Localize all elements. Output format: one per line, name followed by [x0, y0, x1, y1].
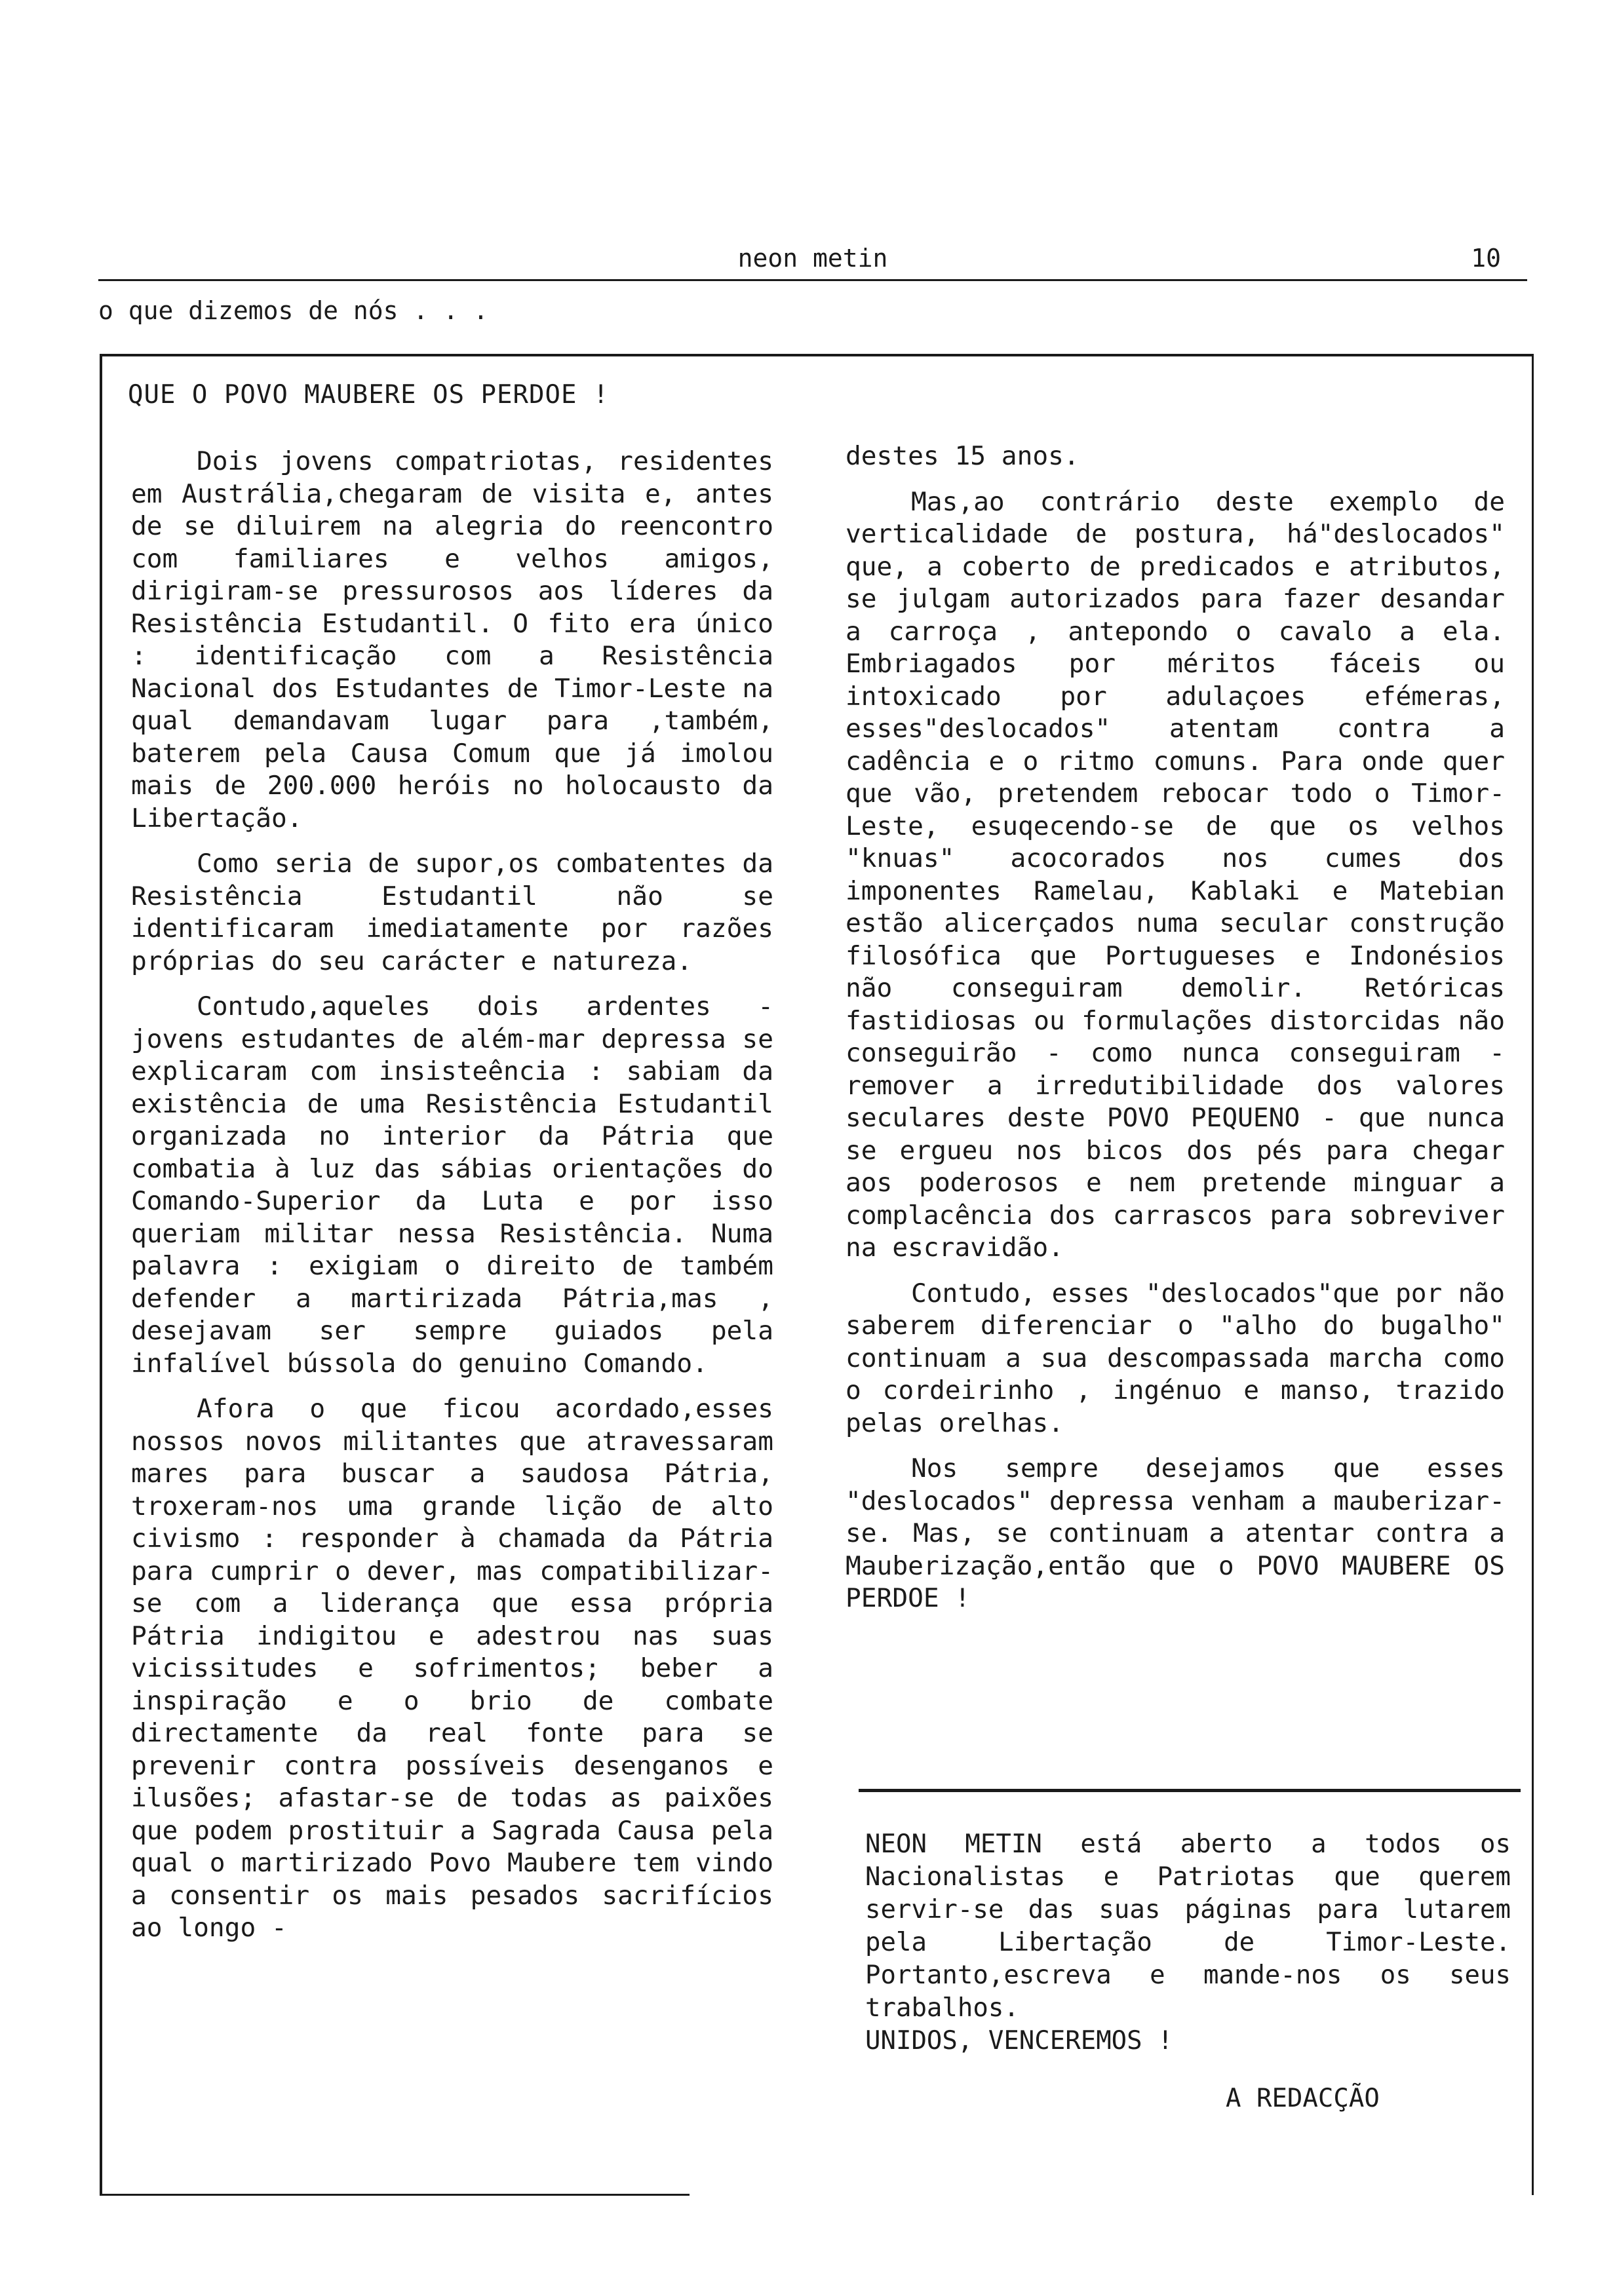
section-tag: o que dizemos de nós . . .: [98, 296, 488, 325]
paragraph: Nos sempre desejamos que esses "deslocados" depressa venham a mauberizar-se. Mas, se continuam a atentar contra a Mauberização,então que o POVO MAUBERE OS PERDOE !: [846, 1453, 1505, 1613]
editorial-signature: A REDACÇÃO: [1226, 2084, 1380, 2113]
left-column: [131, 446, 773, 1958]
notice-motto: UNIDOS, VENCEREMOS !: [865, 2026, 1173, 2056]
publication-title: neon metin: [737, 244, 888, 273]
page-number: 10: [1471, 244, 1501, 273]
paragraph-continuation: destes 15 anos.: [846, 441, 1080, 471]
editorial-notice: [865, 1828, 1511, 2057]
paragraph: Como seria de supor,os combatentes da Resistência Estudantil não se identificaram imediatamente por razões próprias do seu carácter e natureza.: [131, 849, 773, 976]
paragraph: Contudo,aqueles dois ardentes - jovens estudantes de além-mar depressa se explicaram com insisteência : sabiam da existência de uma Resistência Estudantil organizada no interior da Pátria que combatia à luz das sábias orientações do Comando-Superior da Luta e por isso queriam militar nessa Resistência. Numa palavra : exigiam o direito de também defender a martirizada Pátria,mas , desejavam ser sempre guiados pela infalível bússola do genuino Comando.: [131, 991, 773, 1379]
paragraph: Contudo, esses "deslocados"que por não saberem diferenciar o "alho do bugalho" continuam a sua descompassada marcha como o cordeirinho , ingénuo e manso, trazido pelas orelhas.: [846, 1278, 1505, 1438]
paragraph: Afora o que ficou acordado,esses nossos novos militantes que atravessaram mares para buscar a saudosa Pátria, troxeram-nos uma grande lição de alto civismo : responder à chamada da Pátria para cumprir o dever, mas compatibilizar-se com a liderança que essa própria Pátria indigitou e adestrou nas suas vicissitudes e sofrimentos; beber a inspiração e o brio de combate directamente da real fonte para se prevenir contra possíveis desenganos e ilusões; afastar-se de todas as paixões que podem prostituir a Sagrada Causa pela qual o martirizado Povo Maubere tem vindo a consentir os mais pesados sacrifícios ao longo -: [131, 1394, 773, 1943]
notice-divider: [859, 1789, 1521, 1792]
paragraph: Mas,ao contrário deste exemplo de verticalidade de postura, há"deslocados" que, a coberto de predicados e atributos, se julgam autorizados para fazer desandar a carroça , antepondo o cavalo a ela. Embriagados por méritos fáceis ou intoxicado por adulaçoes efémeras, esses"deslocados" atentam contra a cadência e o ritmo comuns. Para onde quer que vão, pretendem rebocar todo o Timor-Leste, esuqecendo-se de que os velhos "knuas" acocorados nos cumes dos imponentes Ramelau, Kablaki e Matebian estão alicerçados numa secular construção filosófica que Portugueses e Indonésios não conseguiram demolir. Retóricas fastidiosas ou formulações distorcidas não conseguirão - como nunca conseguiram -remover a irredutibilidade dos valores seculares deste POVO PEQUENO - que nunca se ergueu nos bicos dos pés para chegar aos poderosos e nem pretende minguar a complacência dos carrascos para sobreviver na escravidão.: [846, 486, 1505, 1263]
paragraph: Dois jovens compatriotas, residentes em Austrália,chegaram de visita e, antes de se diluirem na alegria do reencontro com familiares e velhos amigos, dirigiram-se pressurosos aos líderes da Resistência Estudantil. O fito era único : identificação com a Resistência Nacional dos Estudantes de Timor-Leste na qual demandavam lugar para ,também, baterem pela Causa Comum que já imolou mais de 200.000 heróis no holocausto da Libertação.: [131, 446, 773, 833]
right-column: [846, 440, 1505, 1628]
article-headline: QUE O POVO MAUBERE OS PERDOE !: [128, 380, 610, 410]
frame-bottom-rule: [100, 2194, 690, 2196]
running-header: [98, 242, 1527, 281]
notice-text: NEON METIN está aberto a todos os Nacionalistas e Patriotas que querem servir-se das suas páginas para lutarem pela Libertação de Timor-Leste. Portanto,escreva e mande-nos os seus trabalhos.: [865, 1829, 1511, 2023]
